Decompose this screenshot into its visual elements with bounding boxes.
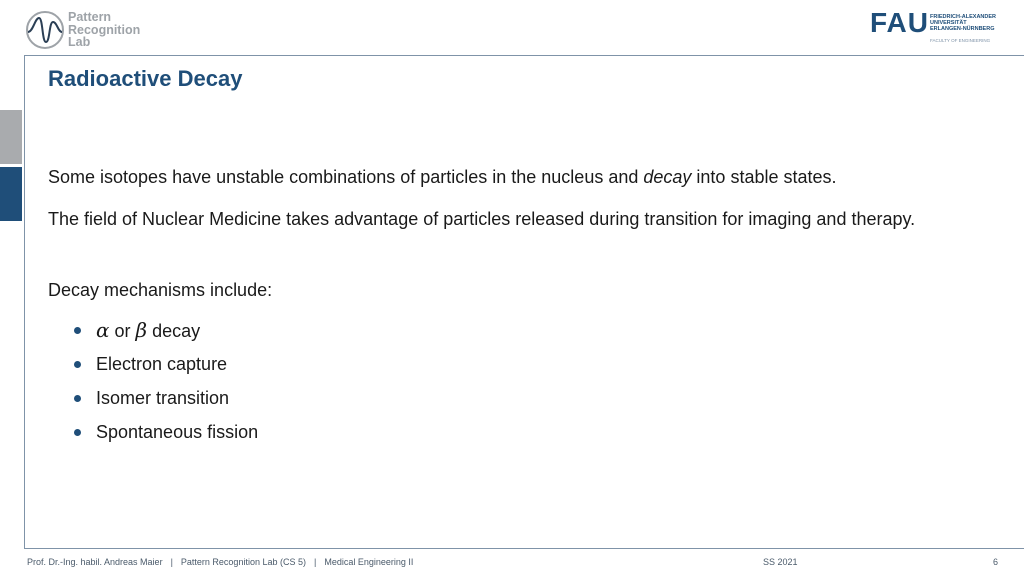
fau-line-3: ERLANGEN-NÜRNBERG (930, 26, 995, 33)
beta-symbol: β (135, 318, 148, 342)
list-item (74, 418, 258, 452)
frame-left-line (24, 55, 25, 549)
footer-semester: SS 2021 (763, 557, 798, 567)
list-item (74, 316, 258, 350)
fau-university-name (930, 14, 996, 33)
frame-bottom-line (24, 548, 1024, 549)
lab-name-line-3: Lab (68, 35, 91, 49)
list-item-label: Spontaneous fission (96, 422, 259, 442)
slide-title: Radioactive Decay (48, 66, 243, 91)
paragraph-decay-mechanisms: Decay mechanisms include: (48, 280, 273, 300)
footer-separator: | (313, 557, 317, 567)
side-marker-gray (0, 110, 22, 164)
paragraph-isotopes-end: into stable states. (691, 167, 837, 187)
list-item-label: Isomer transition (96, 388, 230, 408)
fau-faculty: FACULTY OF ENGINEERING (930, 38, 991, 43)
fau-mark: FAU (870, 7, 929, 38)
bullet-text-or: or (109, 321, 136, 341)
list-item (74, 384, 258, 418)
list-item-label: Electron capture (96, 354, 228, 374)
lab-name-line-2: Recognition (68, 22, 141, 37)
bullet-dot-icon (74, 361, 81, 368)
paragraph-isotopes-start: Some isotopes have unstable combinations of particles in the nucleus and (48, 167, 644, 187)
decay-mechanisms-list (74, 316, 258, 452)
bullet-dot-icon (74, 429, 81, 436)
lab-name (68, 11, 140, 49)
side-marker-blue (0, 167, 22, 221)
page-number: 6 (993, 557, 999, 567)
bullet-dot-icon (74, 395, 81, 402)
pattern-recognition-lab-logo-icon (25, 10, 65, 50)
alpha-symbol: α (96, 318, 110, 342)
lab-name-line-1: Pattern (68, 10, 112, 24)
paragraph-isotopes (48, 164, 998, 190)
frame-top-line (24, 55, 1024, 56)
footer (27, 557, 413, 567)
fau-line-2: UNIVERSITÄT (930, 20, 967, 27)
footer-lab: Pattern Recognition Lab (CS 5) (180, 557, 306, 567)
bullet-dot-icon (74, 327, 81, 334)
bullet-text-decay: decay (147, 321, 201, 341)
fau-line-1: FRIEDRICH-ALEXANDER (930, 14, 996, 20)
emphasis-decay: decay (643, 167, 692, 187)
footer-separator: | (170, 557, 173, 567)
list-item (74, 350, 258, 384)
footer-course: Medical Engineering II (324, 557, 414, 567)
paragraph-nuclear-medicine: The field of Nuclear Medicine takes advantage of particles released during transition for imaging and therapy. (48, 209, 916, 229)
footer-author: Prof. Dr.-Ing. habil. Andreas Maier (27, 557, 163, 567)
